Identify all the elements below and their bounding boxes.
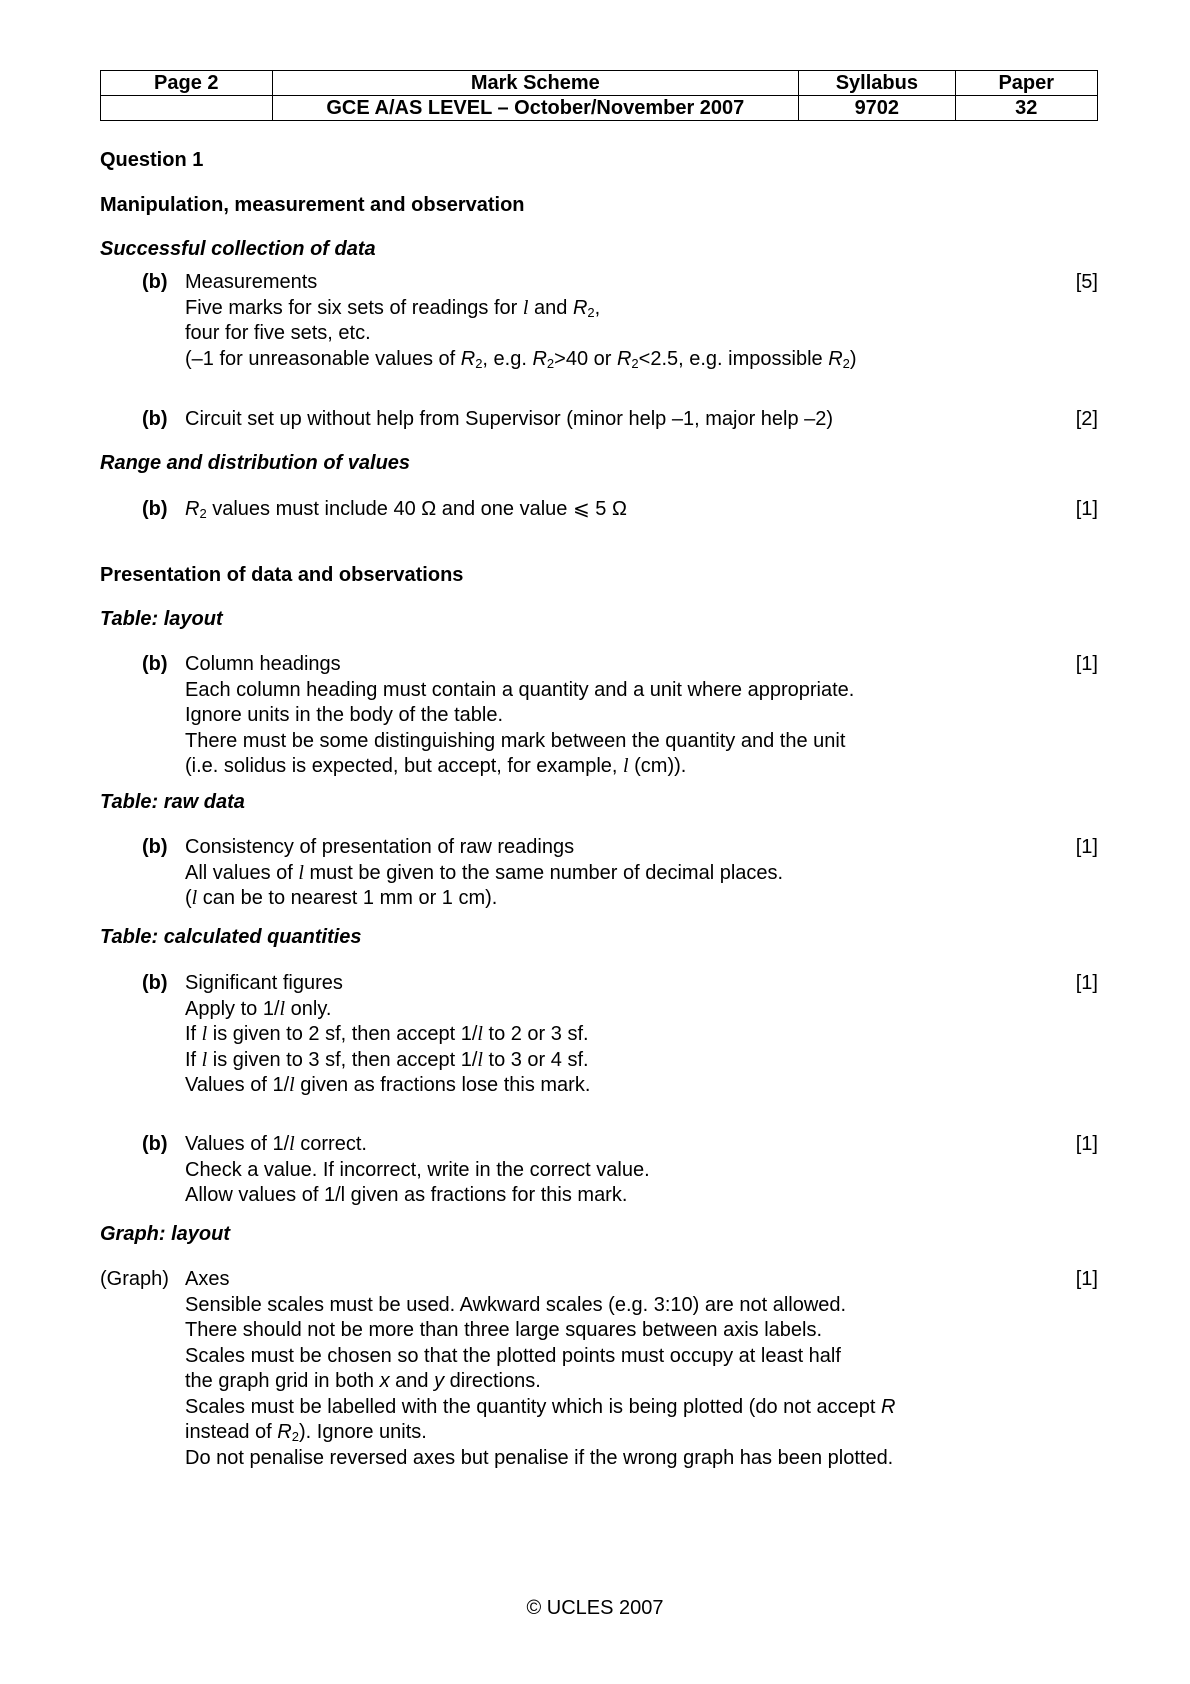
item-body <box>185 497 1015 523</box>
item-body <box>185 407 1015 433</box>
item-line: Ignore units in the body of the table. <box>185 704 503 726</box>
item-label: (b) <box>142 408 168 430</box>
mark-value: [1] <box>1075 836 1098 858</box>
item-label: (b) <box>142 1133 168 1155</box>
mark-value: [1] <box>1075 972 1098 994</box>
mark-value: [2] <box>1075 408 1098 430</box>
item-line: four for five sets, etc. <box>185 322 371 344</box>
header-mark-scheme: Mark Scheme <box>272 71 799 96</box>
subsection-heading: Graph: layout <box>100 1223 231 1245</box>
item-label: (b) <box>142 653 168 675</box>
subsection-heading: Successful collection of data <box>100 238 376 260</box>
mark-value: [5] <box>1075 271 1098 293</box>
item-label: (Graph) <box>100 1268 169 1290</box>
header-paper-number: 32 <box>955 96 1097 121</box>
item-line: Do not penalise reversed axes but penalise if the wrong graph has been plotted. <box>185 1446 894 1469</box>
item-body <box>185 1132 1015 1209</box>
item-line: Each column heading must contain a quantity and a unit where appropriate. <box>185 678 855 701</box>
item-line: Allow values of 1/l given as fractions for this mark. <box>185 1184 628 1206</box>
item-body <box>185 652 1015 780</box>
header-row <box>101 96 1098 121</box>
mark-value: [1] <box>1075 1133 1098 1155</box>
item-line: (–1 for unreasonable values of $R_2$, e.g. $R_2>40$ or $R_2<2.5$, e.g. impossible $R_2$) <box>185 347 857 371</box>
item-line: Scales must be chosen so that the plotted points must occupy at least half <box>185 1344 841 1367</box>
item-line: (l can be to nearest 1 mm or 1 cm). <box>185 887 498 909</box>
item-line: Sensible scales must be used. Awkward scales (e.g. 3:10) are not allowed. <box>185 1293 847 1316</box>
item-line: Apply to 1/l only. <box>185 997 332 1020</box>
mark-value: [1] <box>1075 653 1098 675</box>
item-body <box>185 835 1015 912</box>
item-label: (b) <box>142 836 168 858</box>
header-page: Page 2 <box>101 71 273 96</box>
subsection-heading: Table: raw data <box>100 791 245 813</box>
item-label: (b) <box>142 498 168 520</box>
item-body <box>185 270 1015 372</box>
item-line: (i.e. solidus is expected, but accept, for example, l (cm)). <box>185 755 687 777</box>
item-line: All values of l must be given to the same number of decimal places. <box>185 861 784 884</box>
subsection-heading: Range and distribution of values <box>100 452 411 474</box>
footer-copyright: © UCLES 2007 <box>526 1597 664 1619</box>
section-heading: Presentation of data and observations <box>100 564 464 586</box>
item-label: (b) <box>142 972 168 994</box>
item-line: Five marks for six sets of readings for l and $R_2$, <box>185 296 601 320</box>
item-body <box>185 1267 1015 1471</box>
page <box>100 70 1098 1469</box>
item-label: (b) <box>142 271 168 293</box>
item-line: Significant figures <box>185 972 343 994</box>
item-line: If l is given to 2 sf, then accept 1/l to 2 or 3 sf. <box>185 1023 589 1045</box>
item-line: the graph grid in both x and y directions. <box>185 1370 541 1392</box>
item-line: There must be some distinguishing mark between the quantity and the unit <box>185 729 846 752</box>
header-row <box>101 71 1098 96</box>
item-line: Values of 1/l given as fractions lose this mark. <box>185 1074 591 1096</box>
item-line: Values of 1/l correct. <box>185 1133 367 1155</box>
question-heading: Question 1 <box>100 149 204 171</box>
header-empty-cell <box>101 96 273 121</box>
mark-value: [1] <box>1075 1268 1098 1290</box>
item-line: If l is given to 3 sf, then accept 1/l to 3 or 4 sf. <box>185 1048 589 1071</box>
item-line: Circuit set up without help from Supervisor (minor help –1, major help –2) <box>185 408 834 430</box>
header-table <box>100 70 1098 121</box>
mark-value: [1] <box>1075 498 1098 520</box>
header-exam-title: GCE A/AS LEVEL – October/November 2007 <box>272 96 799 121</box>
header-syllabus: Syllabus <box>799 71 955 96</box>
item-body <box>185 971 1015 1099</box>
item-line: Axes <box>185 1268 230 1290</box>
header-paper: Paper <box>955 71 1097 96</box>
item-line: Consistency of presentation of raw readings <box>185 836 575 858</box>
subsection-heading: Table: layout <box>100 608 223 630</box>
subsection-heading: Table: calculated quantities <box>100 926 362 948</box>
item-line: Check a value. If incorrect, write in the correct value. <box>185 1158 650 1181</box>
item-line: $R_2$ values must include 40 Ω and one value ⩽ 5 Ω <box>185 498 627 521</box>
item-line: Scales must be labelled with the quantity which is being plotted (do not accept R <box>185 1395 896 1418</box>
item-line: Measurements <box>185 271 318 293</box>
item-line: There should not be more than three large squares between axis labels. <box>185 1319 823 1341</box>
item-line: Column headings <box>185 653 341 675</box>
header-syllabus-code: 9702 <box>799 96 955 121</box>
section-heading: Manipulation, measurement and observation <box>100 194 525 216</box>
item-line: instead of $R_2$). Ignore units. <box>185 1421 427 1444</box>
